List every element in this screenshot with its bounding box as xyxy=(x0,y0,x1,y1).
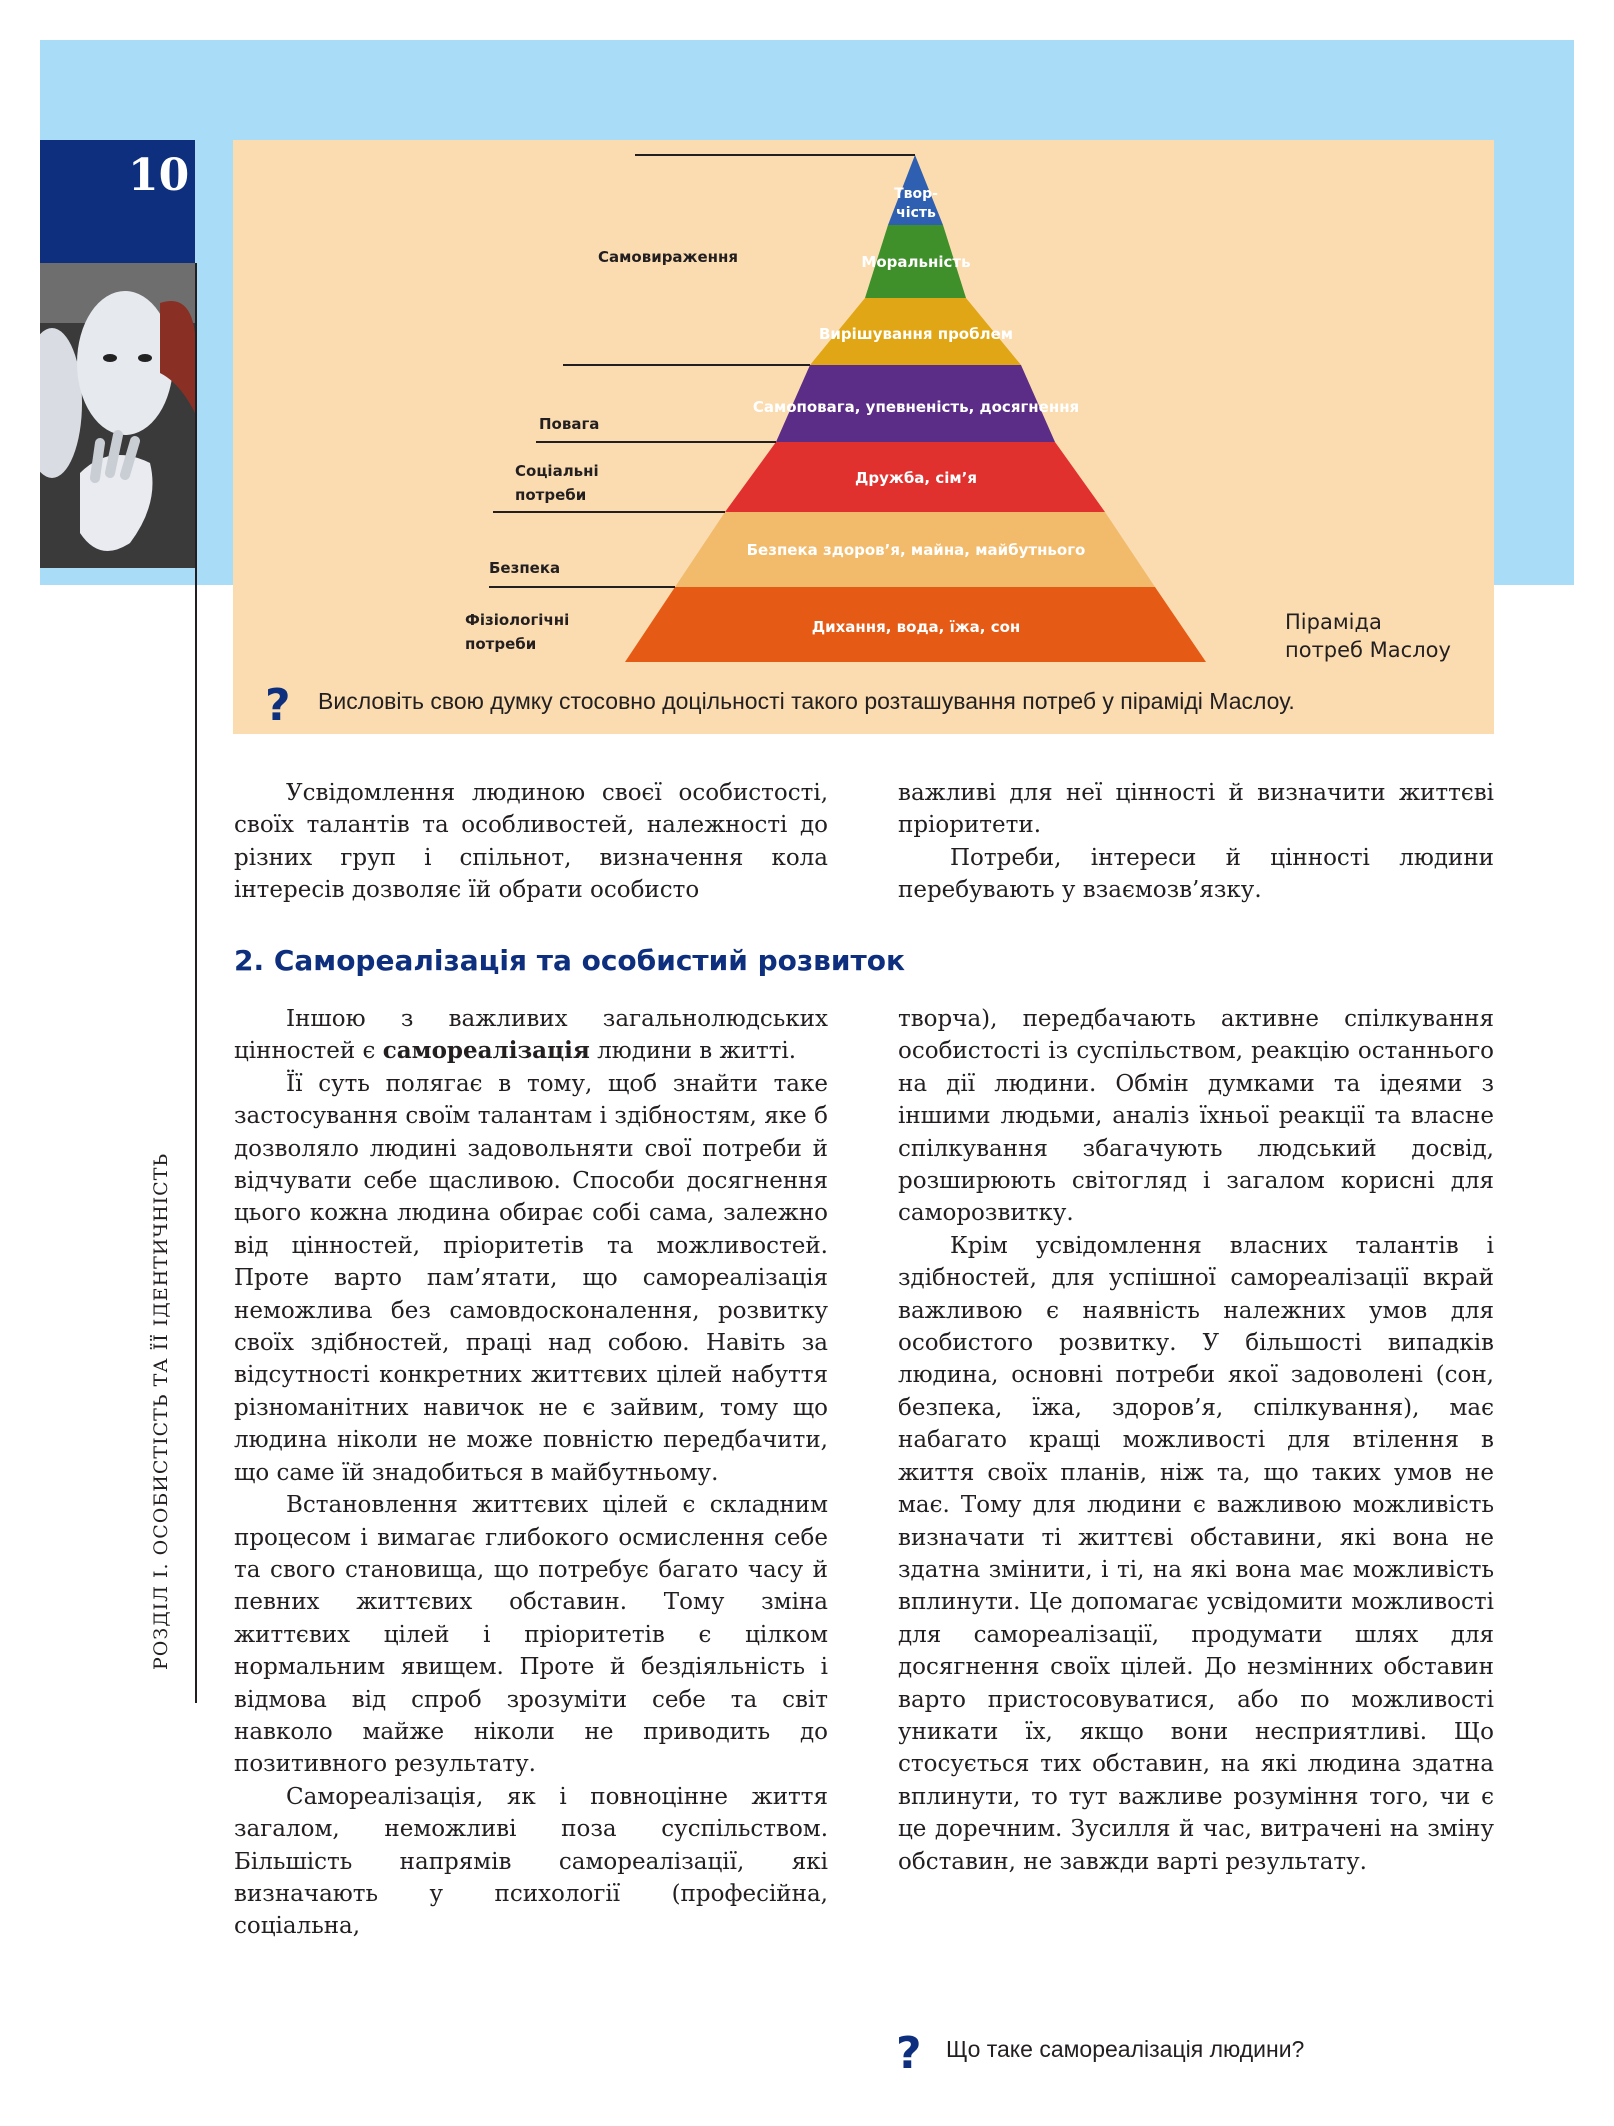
section-left-column xyxy=(234,1003,828,1943)
section-title: 2. Самореалізація та особистий розвиток xyxy=(234,944,905,977)
pyramid-label-creativity-1: Твор- xyxy=(894,186,938,202)
pyramid-label-safety: Безпека здоров’я, майна, майбутнього xyxy=(746,541,1086,559)
group-label-self-expression: Самовираження xyxy=(598,248,739,266)
group-label-physio-1: Фізіологічні xyxy=(465,611,570,629)
group-label-safety: Безпека xyxy=(489,559,561,577)
section-right-paragraph-2: Крім усвідомлення власних талантів і здібностей, для успішної самореалізації вкрай важливою є наявність належних умов для особистого розвитку. У більшості випадків людина, основні потреби якої задоволені (сон, безпека, їжа, здоров’я, спілкування), має набагато кращі можливості для втілення в життя своїх планів, ніж та, що таких умов не має. Тому для людини є важливою можливість визначати ті життєві обставини, які вона не здатна змінити, і ті, на які вона має можливість вплинути. Це допомагає усвідомити можливості для самореалізації, продумати шлях для досягнення своїх цілей. До незмінних обставин варто пристосовуватися, або по можливості уникати їх, якщо вони несприятливі. Що стосується тих обставин, на які людина здатна вплинути, то тут важливе розуміння того, чи є це доречним. Зусилля й час, витрачені на зміну обставин, не завжди варті результату. xyxy=(898,1232,1494,1875)
intro-left-column xyxy=(234,777,828,907)
group-label-social-2: потреби xyxy=(515,486,587,504)
section-side-label: РОЗДІЛ І. ОСОБИСТІСТЬ ТА ЇЇ ІДЕНТИЧНІСТЬ xyxy=(150,1152,172,1670)
pyramid-question: Висловіть свою думку стосовно доцільності такого розташування потреб у піраміді Маслоу. xyxy=(318,688,1295,714)
maslow-pyramid-figure xyxy=(233,140,1494,734)
group-label-social-1: Соціальні xyxy=(515,462,599,480)
section-left-paragraph-1: Іншою з важливих загальнолюдських цінностей є самореалізація людини в житті. xyxy=(234,1006,828,1065)
pyramid-label-problem-solving: Вирішування проблем xyxy=(818,325,1014,343)
pyramid-label-creativity-2: чість xyxy=(896,205,936,221)
question-mark-icon: ? xyxy=(265,680,291,731)
pyramid-caption-2: потреб Маслоу xyxy=(1285,638,1451,662)
pyramid-label-self-esteem: Самоповага, упевненість, досягнення xyxy=(752,398,1080,416)
question-mark-icon-2: ? xyxy=(896,2028,922,2079)
page-number: 10 xyxy=(128,150,190,201)
section-right-paragraph-1: творча), передбачають активне спілкування особистості із суспільством, реакцію останнього на дії людини. Обмін думками та ідеями з іншими людьми, аналіз їхньої реакції та власне спілкування збагачують людський досвід, розширюють світогляд і загалом корисні для саморозвитку. xyxy=(898,1006,1494,1227)
intro-right-paragraph-2: Потреби, інтереси й цінності людини перебувають у взаємозв’язку. xyxy=(898,844,1494,904)
keyword-self-realization: самореалізація xyxy=(382,1037,590,1065)
section-left-paragraph-4: Самореалізація, як і повноцінне життя загалом, неможливі поза суспільством. Більшість напрямів самореалізації, які визначають у психології (професійна, соціальна, xyxy=(234,1783,828,1940)
intro-left-paragraph: Усвідомлення людиною своєї особистості, своїх талантів та особливостей, належності до різних груп і спільнот, визначення кола інтересів дозволяє їй обрати особисто xyxy=(234,780,828,904)
section-left-paragraph-2: Її суть полягає в тому, щоб знайти таке застосування своїм талантам і здібностям, яке б дозволяло людині задовольняти свої потреби й відчувати себе щасливою. Способи досягнення цього кожна людина обирає собі сама, залежно від цінностей, пріоритетів та можливостей. Проте варто пам’ятати, що самореалізація неможлива без самовдосконалення, розвитку своїх здібностей, праці над собою. Навіть за відсутності конкретних життєвих цілей набуття різноманітних навичок не є зайвим, тому що людина ніколи не може повністю передбачити, що саме їй знадобиться в майбутньому. xyxy=(234,1070,828,1486)
pyramid-caption-1: Піраміда xyxy=(1285,610,1382,634)
intro-right-paragraph-1: важливі для неї цінності й визначити життєві пріоритети. xyxy=(898,780,1494,839)
section-question: Що таке самореалізація людини? xyxy=(946,2036,1305,2062)
intro-right-column xyxy=(898,777,1494,907)
pyramid-label-physiological: Дихання, вода, їжа, сон xyxy=(811,618,1021,636)
group-label-physio-2: потреби xyxy=(465,635,537,653)
section-left-paragraph-3: Встановлення життєвих цілей є складним процесом і вимагає глибокого осмислення себе та свого становища, що потребує багато часу й певних життєвих обставин. Тому зміна життєвих цілей і пріоритетів є цілком нормальним явищем. Проте й бездіяльність і відмова від спроб зрозуміти себе та світ навколо майже ніколи не приводить до позитивного результату. xyxy=(234,1492,828,1778)
side-rule xyxy=(195,263,197,1703)
section-right-column xyxy=(898,1003,1494,1878)
masks-photo xyxy=(40,263,195,568)
pyramid-label-morality: Моральність xyxy=(861,253,971,271)
group-label-esteem: Повага xyxy=(539,415,600,433)
pyramid-label-friendship: Дружба, сім’я xyxy=(855,469,977,487)
